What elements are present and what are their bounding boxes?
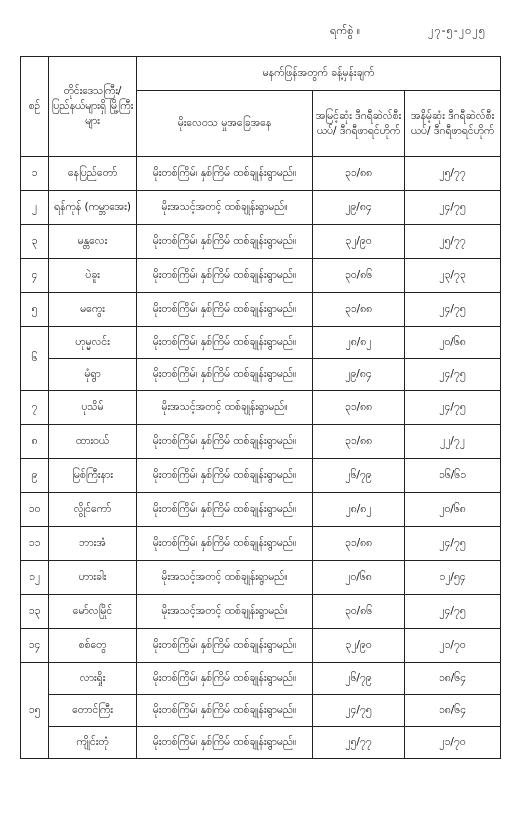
row-no: ၂ — [21, 191, 49, 225]
row-condition: မိုးတစ်ကြိမ်၊ နှစ်ကြိမ် ထစ်ချုန်းရွာမည်။ — [137, 527, 313, 561]
row-max-temp: ၂၈/၈၂ — [313, 493, 405, 527]
row-max-temp: ၂၉/၈၄ — [313, 359, 405, 391]
row-min-temp: ၂၄/၇၅ — [405, 191, 501, 225]
header-forecast-title: မနက်ဖြန်အတွက် ခန့်မှန်းချက် — [137, 57, 501, 91]
row-no: ၉ — [21, 459, 49, 493]
table-row — [21, 157, 501, 191]
row-min-temp: ၂၁/၇၀ — [405, 727, 501, 759]
row-min-temp: ၁၆/၆၁ — [405, 459, 501, 493]
row-min-temp: ၂၅/၇၇ — [405, 157, 501, 191]
row-town: မော်လမြိုင် — [49, 595, 137, 629]
row-min-temp: ၂၄/၇၅ — [405, 293, 501, 327]
header-town: တိုင်းဒေသကြီး/ ပြည်နယ်များရှိ မြို့ကြီးများ — [49, 57, 137, 157]
row-condition: မိုးတစ်ကြိမ်၊ နှစ်ကြိမ် ထစ်ချုန်းရွာမည်။ — [137, 493, 313, 527]
row-town: ပုသိမ် — [49, 391, 137, 425]
row-town: စစ်တွေ — [49, 629, 137, 663]
row-town: ကျိုင်းတုံ — [49, 727, 137, 759]
row-town: မန္တလေး — [49, 225, 137, 259]
row-condition: မိုးတစ်ကြိမ်၊ နှစ်ကြိမ် ထစ်ချုန်းရွာမည်။ — [137, 629, 313, 663]
row-condition: မိုးအသင့်အတင့် ထစ်ချုန်းရွာမည်။ — [137, 561, 313, 595]
row-max-temp: ၂၉/၈၄ — [313, 191, 405, 225]
row-max-temp: ၂၅/၇၇ — [313, 727, 405, 759]
row-min-temp: ၁၂/၅၄ — [405, 561, 501, 595]
row-town: ဟားခါး — [49, 561, 137, 595]
row-min-temp: ၂၄/၇၅ — [405, 359, 501, 391]
row-min-temp: ၂၀/၆၈ — [405, 493, 501, 527]
header-no: စဉ် — [21, 57, 49, 157]
row-condition: မိုးအသင့်အတင့် ထစ်ချုန်းရွာမည်။ — [137, 595, 313, 629]
row-condition: မိုးတစ်ကြိမ်၊ နှစ်ကြိမ် ထစ်ချုန်းရွာမည်။ — [137, 425, 313, 459]
row-no: ၁၀ — [21, 493, 49, 527]
table-row — [21, 459, 501, 493]
row-min-temp: ၂၀/၆၈ — [405, 327, 501, 359]
date-value: ၂၇-၅-၂၀၂၅ — [428, 24, 486, 37]
row-min-temp: ၂၅/၇၇ — [405, 225, 501, 259]
row-min-temp: ၂၄/၇၅ — [405, 595, 501, 629]
row-town: လားရှိုး — [49, 663, 137, 695]
row-condition: မိုးတစ်ကြိမ်၊ နှစ်ကြိမ် ထစ်ချုန်းရွာမည်။ — [137, 727, 313, 759]
row-condition: မိုးတစ်ကြိမ်၊ နှစ်ကြိမ် ထစ်ချုန်းရွာမည်။ — [137, 259, 313, 293]
row-condition: မိုးအသင့်အတင့် ထစ်ချုန်းရွာမည်။ — [137, 391, 313, 425]
table-row — [21, 561, 501, 595]
row-no: ၁၂ — [21, 561, 49, 595]
table-row — [21, 727, 501, 759]
row-condition: မိုးတစ်ကြိမ်၊ နှစ်ကြိမ် ထစ်ချုန်းရွာမည်။ — [137, 157, 313, 191]
header-min-temp: အနိမ့်ဆုံး ဒီဂရီဆဲလ်စီးယပ်/ ဒီဂရီဖာရင်ဟိုက် — [405, 91, 501, 157]
row-condition: မိုးတစ်ကြိမ်၊ နှစ်ကြိမ် ထစ်ချုန်းရွာမည်။ — [137, 359, 313, 391]
row-condition: မိုးတစ်ကြိမ်၊ နှစ်ကြိမ် ထစ်ချုန်းရွာမည်။ — [137, 459, 313, 493]
row-no: ၇ — [21, 391, 49, 425]
row-min-temp: ၂၄/၇၅ — [405, 391, 501, 425]
date-line — [0, 24, 526, 44]
row-condition: မိုးအသင့်အတင့် ထစ်ချုန်းရွာမည်။ — [137, 191, 313, 225]
table-row — [21, 425, 501, 459]
table-row — [21, 191, 501, 225]
row-condition: မိုးတစ်ကြိမ်၊ နှစ်ကြိမ် ထစ်ချုန်းရွာမည်။ — [137, 695, 313, 727]
row-no: ၁၁ — [21, 527, 49, 561]
row-town: လွိုင်ကော် — [49, 493, 137, 527]
row-condition: မိုးတစ်ကြိမ်၊ နှစ်ကြိမ် ထစ်ချုန်းရွာမည်။ — [137, 663, 313, 695]
row-no: ၈ — [21, 425, 49, 459]
row-town: မကွေး — [49, 293, 137, 327]
row-min-temp: ၂၂/၇၂ — [405, 425, 501, 459]
row-no: ၃ — [21, 225, 49, 259]
date-label: ရက်စွဲ ။ — [330, 24, 361, 37]
row-town: တောင်ကြီး — [49, 695, 137, 727]
row-town: နေပြည်တော် — [49, 157, 137, 191]
row-max-temp: ၂၄/၇၅ — [313, 695, 405, 727]
row-no: ၁၅ — [21, 663, 49, 759]
row-max-temp: ၂၆/၇၉ — [313, 459, 405, 493]
row-no: ၁ — [21, 157, 49, 191]
row-no: ၁၃ — [21, 595, 49, 629]
header-condition: မိုးလေဝသ မှုအခြေအနေ — [137, 91, 313, 157]
table-row — [21, 391, 501, 425]
row-max-temp: ၂၈/၈၂ — [313, 327, 405, 359]
row-town: မြစ်ကြီးနား — [49, 459, 137, 493]
table-row — [21, 663, 501, 695]
row-max-temp: ၃၁/၈၈ — [313, 527, 405, 561]
row-min-temp: ၁၈/၆၄ — [405, 663, 501, 695]
table-row — [21, 629, 501, 663]
row-min-temp: ၂၁/၇၀ — [405, 629, 501, 663]
table-row — [21, 695, 501, 727]
table-row — [21, 595, 501, 629]
row-no: ၆ — [21, 327, 49, 391]
row-town: ဟုမ္မလင်း — [49, 327, 137, 359]
row-condition: မိုးတစ်ကြိမ်၊ နှစ်ကြိမ် ထစ်ချုန်းရွာမည်။ — [137, 327, 313, 359]
row-town: မုံရွာ — [49, 359, 137, 391]
table-row — [21, 359, 501, 391]
row-max-temp: ၃၁/၈၈ — [313, 391, 405, 425]
row-town: ပဲခူး — [49, 259, 137, 293]
row-town: ရန်ကုန် (ကမ္ဘာအေး) — [49, 191, 137, 225]
row-max-temp: ၃၀/၈၆ — [313, 595, 405, 629]
row-no: ၅ — [21, 293, 49, 327]
row-condition: မိုးတစ်ကြိမ်၊ နှစ်ကြိမ် ထစ်ချုန်းရွာမည်။ — [137, 225, 313, 259]
row-min-temp: ၁၈/၆၄ — [405, 695, 501, 727]
row-no: ၄ — [21, 259, 49, 293]
table-row — [21, 293, 501, 327]
table-row — [21, 527, 501, 561]
row-max-temp: ၃၂/၉၀ — [313, 225, 405, 259]
row-max-temp: ၃၂/၉၀ — [313, 629, 405, 663]
row-max-temp: ၂၆/၇၉ — [313, 663, 405, 695]
table-row — [21, 259, 501, 293]
row-max-temp: ၂၀/၆၈ — [313, 561, 405, 595]
table-row — [21, 225, 501, 259]
row-town: ဘားအံ — [49, 527, 137, 561]
row-min-temp: ၂၄/၇၅ — [405, 527, 501, 561]
row-max-temp: ၃၁/၈၈ — [313, 425, 405, 459]
row-min-temp: ၂၃/၇၃ — [405, 259, 501, 293]
table-row — [21, 327, 501, 359]
table-row — [21, 493, 501, 527]
row-condition: မိုးတစ်ကြိမ်၊ နှစ်ကြိမ် ထစ်ချုန်းရွာမည်။ — [137, 293, 313, 327]
row-max-temp: ၃၀/၈၆ — [313, 259, 405, 293]
row-no: ၁၄ — [21, 629, 49, 663]
header-max-temp: အမြင့်ဆုံး ဒီဂရီဆဲလ်စီးယပ်/ ဒီဂရီဖာရင်ဟိုက် — [313, 91, 405, 157]
forecast-table — [20, 56, 501, 759]
row-max-temp: ၃၁/၈၈ — [313, 293, 405, 327]
row-max-temp: ၃၁/၈၈ — [313, 157, 405, 191]
row-town: ထားဝယ် — [49, 425, 137, 459]
